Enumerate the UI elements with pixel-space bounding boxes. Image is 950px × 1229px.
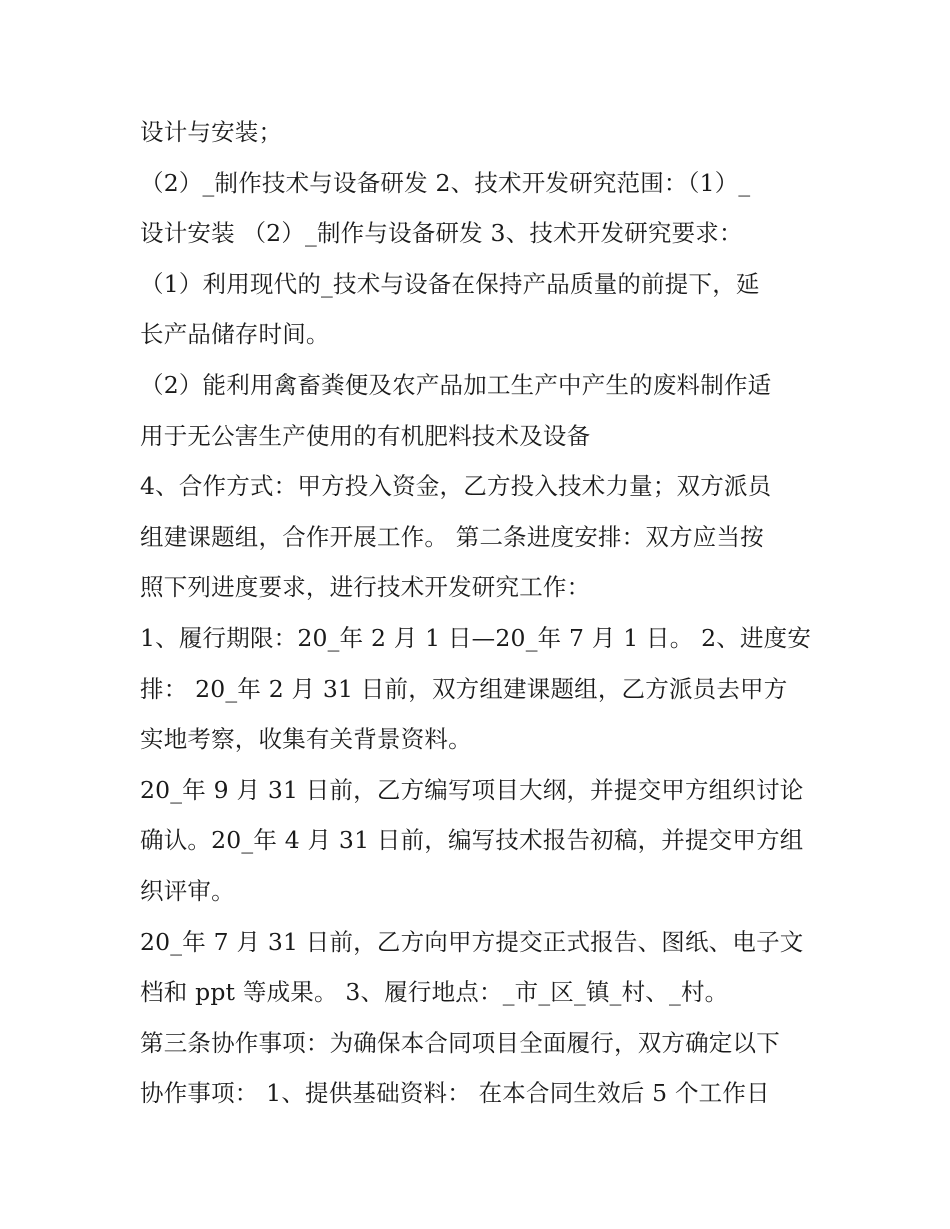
text-line: （1）利用现代的_技术与设备在保持产品质量的前提下，延 [140,269,760,298]
text-line: 排： 20_年 2 月 31 日前，双方组建课题组，乙方派员去甲方 [140,674,788,703]
text-line: 组建课题组，合作开展工作。 第二条进度安排：双方应当按 [140,522,764,551]
text-line: 照下列进度要求，进行技术开发研究工作： [140,573,591,602]
text-line: 确认。20_年 4 月 31 日前，编写技术报告初稿，并提交甲方组 [140,826,804,855]
text-line: 20_年 9 月 31 日前，乙方编写项目大纲，并提交甲方组织讨论 [140,775,804,804]
text-line: （2）_制作技术与设备研发 2、技术开发研究范围：（1）_ [140,168,751,197]
text-line: 设计安装 （2）_制作与设备研发 3、技术开发研究要求： [140,219,743,248]
text-line: 档和 ppt 等成果。 3、履行地点：_市_区_镇_村、_村。 [140,978,729,1007]
contract-body-text [140,107,830,1119]
text-line: 20_年 7 月 31 日前，乙方向甲方提交正式报告、图纸、电子文 [140,927,804,956]
text-line: 织评审。 [140,876,235,905]
text-line: 长产品储存时间。 [140,320,330,349]
text-line: 实地考察，收集有关背景资料。 [140,725,472,754]
text-line: （2）能利用禽畜粪便及农产品加工生产中产生的废料制作适 [140,370,772,399]
text-line: 协作事项： 1、提供基础资料： 在本合同生效后 5 个工作日 [140,1079,770,1108]
text-line: 设计与安装； [140,118,283,146]
text-line: 4、合作方式：甲方投入资金，乙方投入技术力量；双方派员 [140,472,772,501]
text-line: 1、履行期限：20_年 2 月 1 日—20_年 7 月 1 日。 2、进度安 [140,623,812,652]
text-line: 用于无公害生产使用的有机肥料技术及设备 [140,421,591,450]
text-line: 第三条协作事项：为确保本合同项目全面履行，双方确定以下 [140,1028,780,1057]
